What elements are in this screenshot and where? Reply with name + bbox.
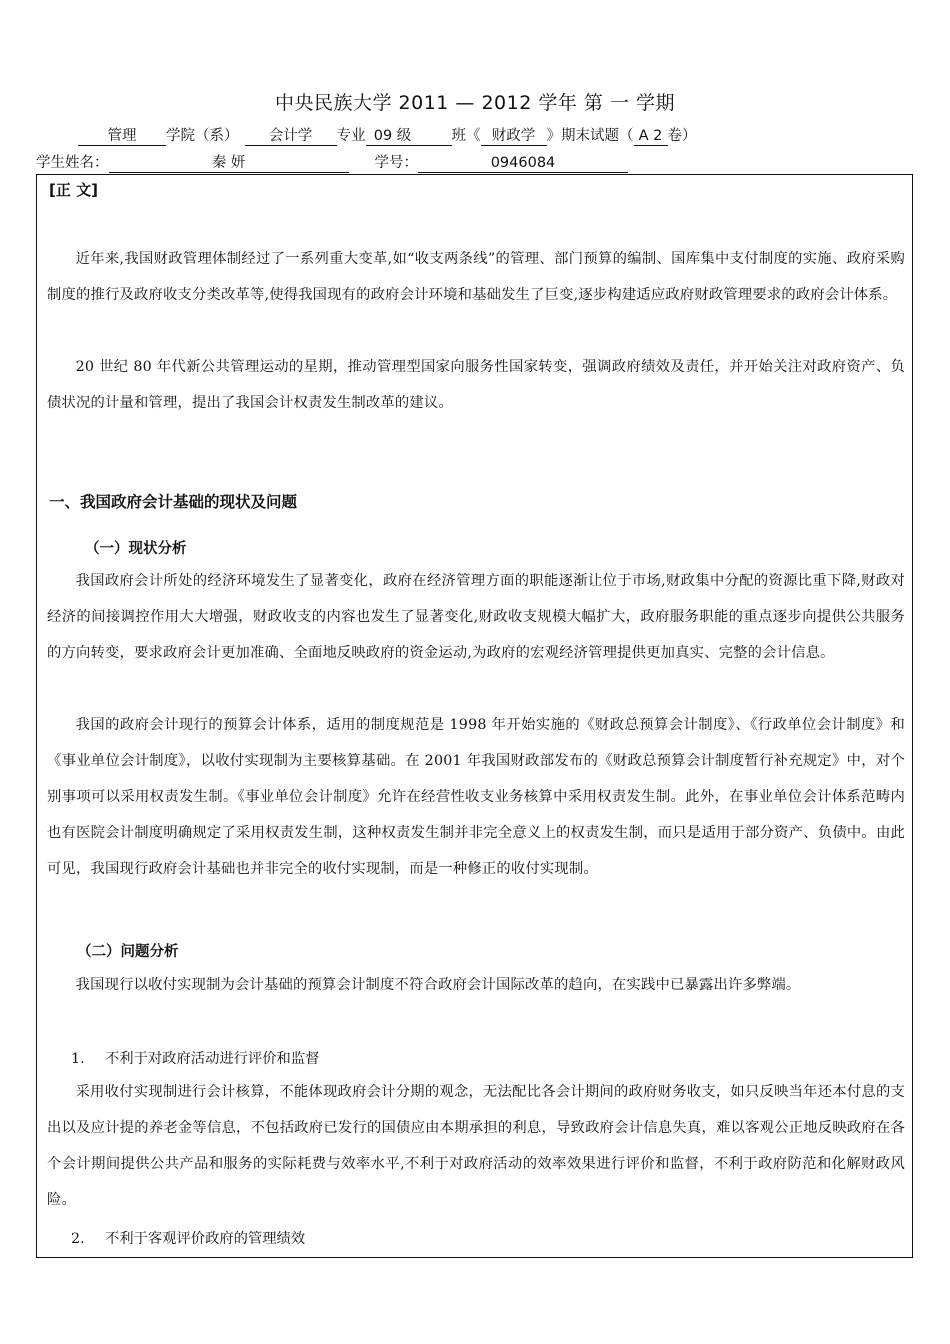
section-heading: 一、我国政府会计基础的现状及问题	[49, 493, 298, 511]
list-item	[71, 1228, 305, 1248]
body-paragraph: 采用收付实现制进行会计核算，不能体现政府会计分期的观念，无法配比各会计期间的政府财务收支，如只反映当年还本付息的支出以及应计提的养老金等信息，不包括政府已发行的国债应由本期承担的利息，导致政府会计信息失真，难以客观公正地反映政府在各个会计期间提供公共产品和服务的实际耗费与效率水平,不利于对政府活动的效率效果进行评价和监督，不利于政府防范和化解财政风险。	[47, 1084, 905, 1208]
class-suffix: 班《	[451, 128, 481, 144]
intro-paragraph: 20 世纪 80 年代新公共管理运动的星期，推动管理型国家向服务性国家转变，强调政府绩效及责任，并开始关注对政府资产、负债状况的计量和管理，提出了我国会计权责发生制改革的建议。	[47, 359, 905, 411]
body-paragraph: 我国的政府会计现行的预算会计体系，适用的制度规范是 1998 年开始实施的《财政总预算会计制度》、《行政单位会计制度》和《事业单位会计制度》，以收付实现制为主要核算基础。在 2001 年我国财政部发布的《财政总预算会计制度暂行补充规定》中，对个别事项可以采用权责发生制。《事业单位会计制度》允许在经营性收支业务核算中采用权责发生制。此外，在事业单位会计体系范畴内也有医院会计制度明确规定了采用权责发生制，这种权责发生制并非完全意义上的权责发生制，而只是适用于部分资产、负债中。由此可见，我国现行政府会计基础也并非完全的收付实现制，而是一种修正的收付实现制。	[47, 717, 905, 877]
exam-info-line	[78, 128, 697, 146]
subsection-heading: （二）问题分析	[77, 944, 179, 960]
major-field: 会计学	[245, 128, 337, 146]
subsection-heading: （一）现状分析	[85, 541, 187, 557]
college-suffix: 学院（系）	[166, 128, 239, 144]
student-id-field: 0946084	[418, 155, 628, 173]
student-name-label: 学生姓名：	[36, 155, 109, 171]
paper-suffix: 卷）	[667, 128, 697, 144]
list-item-number: 2.	[71, 1231, 85, 1247]
answer-box	[36, 174, 913, 1258]
exam-title: 中央民族大学 2011 — 2012 学年 第 一 学期	[275, 92, 675, 114]
course-field: 财政学	[481, 128, 547, 146]
list-item	[71, 1048, 319, 1068]
list-item-text: 不利于客观评价政府的管理绩效	[105, 1231, 306, 1247]
grade-field: 09 级	[366, 128, 420, 146]
major-suffix: 专业	[336, 128, 366, 144]
course-suffix: 》期末试题（	[546, 128, 634, 144]
student-id-label: 学号：	[374, 155, 418, 171]
body-label: [正 文]	[49, 181, 98, 199]
college-field: 管理	[78, 128, 166, 146]
list-item-text: 不利于对政府活动进行评价和监督	[105, 1051, 320, 1067]
intro-paragraph: 近年来,我国财政管理体制经过了一系列重大变革,如“收支两条线”的管理、部门预算的编制、国库集中支付制度的实施、政府采购制度的推行及政府收支分类改革等,使得我国现有的政府会计环境和基础发生了巨变,逐步构建适应政府财政管理要求的政府会计体系。	[47, 251, 905, 303]
body-paragraph: 我国现行以收付实现制为会计基础的预算会计制度不符合政府会计国际改革的趋向，在实践中已暴露出许多弊端。	[75, 977, 801, 993]
student-info-line	[36, 155, 628, 173]
class-field	[420, 128, 452, 146]
body-paragraph: 我国政府会计所处的经济环境发生了显著变化，政府在经济管理方面的职能逐渐让位于市场,财政集中分配的资源比重下降,财政对经济的间接调控作用大大增强，财政收支的内容也发生了显著变化,财政收支规模大幅扩大，政府服务职能的重点逐步向提供公共服务的方向转变，要求政府会计更加准确、全面地反映政府的资金运动,为政府的宏观经济管理提供更加真实、完整的会计信息。	[47, 573, 905, 661]
student-name-field: 秦 妍	[109, 155, 349, 173]
paper-field: A 2	[634, 128, 668, 146]
list-item-number: 1.	[71, 1051, 85, 1067]
